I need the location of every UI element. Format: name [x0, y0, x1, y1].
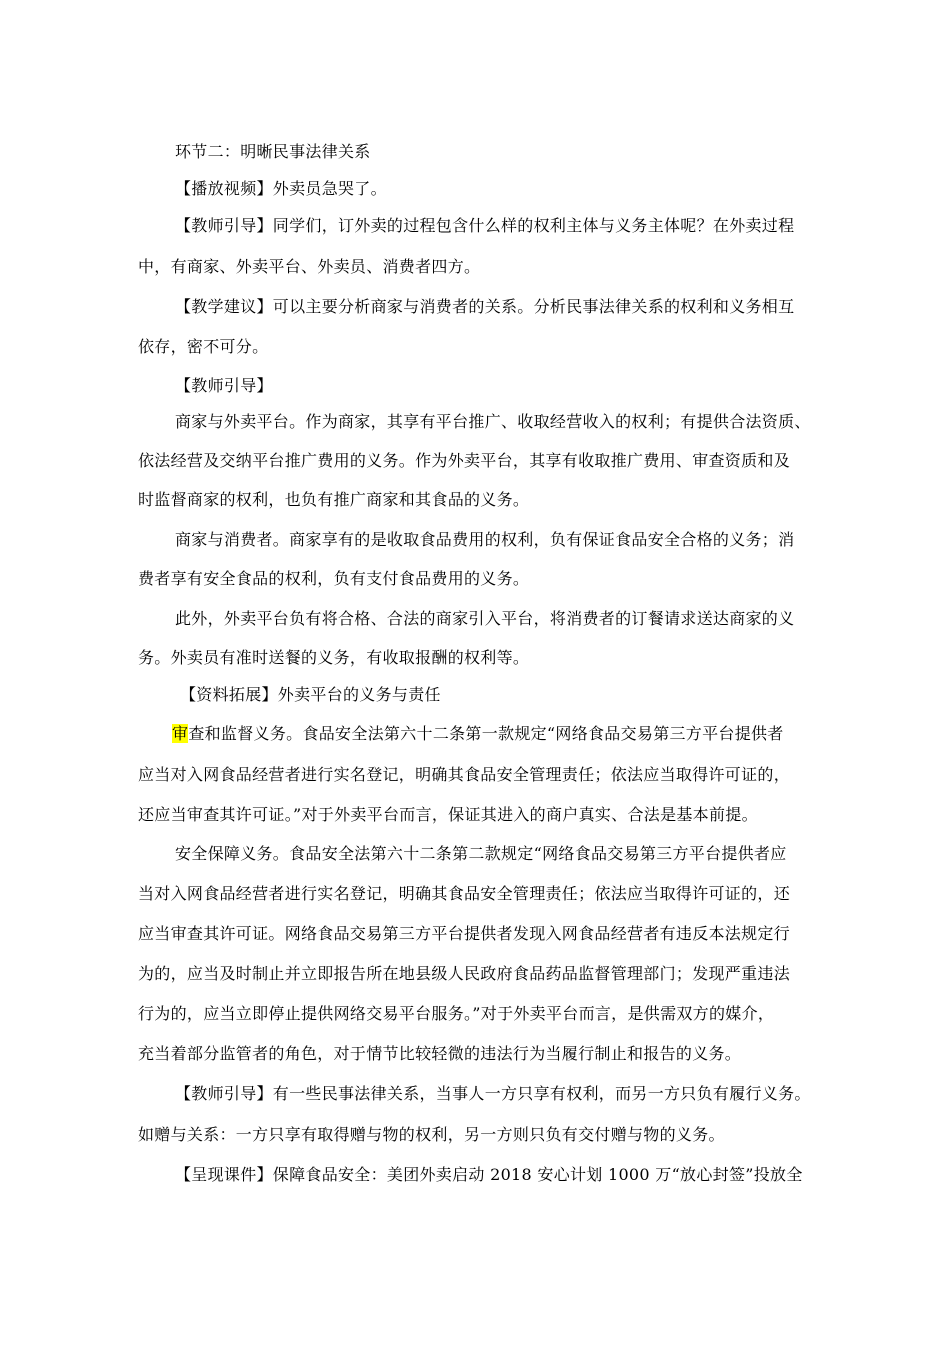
- paragraph-teacher-guide-2: [175, 367, 861, 404]
- paragraph-line: 【教师引导】同学们，订外卖的过程包含什么样的权利主体与义务主体呢？在外卖过程: [175, 216, 795, 235]
- paragraph-line: 商家与消费者。商家享有的是收取食品费用的权利，负有保证食品安全合格的义务；消: [175, 530, 795, 549]
- paragraph-line: 【教师引导】有一些民事法律关系，当事人一方只享有权利，而另一方只负有履行义务。: [175, 1084, 811, 1103]
- highlighted-char: 审: [172, 724, 189, 743]
- paragraph-review-supervision-l2: [138, 756, 824, 793]
- paragraph-merchant-consumer: [175, 521, 835, 558]
- section-heading: [175, 133, 861, 170]
- paragraph-line: 还应当审查其许可证。”对于外卖平台而言，保证其进入的商户真实、合法是基本前提。: [138, 805, 758, 824]
- paragraph-present-slides: [175, 1156, 835, 1193]
- paragraph-safety-obligation-l3: [138, 915, 824, 952]
- paragraph-safety-obligation-l4: [138, 955, 824, 992]
- paragraph-line: 【教师引导】: [175, 376, 273, 395]
- paragraph-safety-obligation-l2: [138, 875, 824, 912]
- paragraph-line: 【呈现课件】保障食品安全：美团外卖启动 2018 安心计划 1000 万“放心封签”投放全: [175, 1165, 803, 1184]
- paragraph-line: [172, 715, 832, 752]
- paragraph-safety-obligation-l6: [138, 1035, 824, 1072]
- paragraph-line: 安全保障义务。食品安全法第六十二条第二款规定“网络食品交易第三方平台提供者应: [175, 844, 787, 863]
- paragraph-merchant-platform: [175, 403, 835, 440]
- paragraph-line: 为的，应当及时制止并立即报告所在地县级人民政府食品药品监督管理部门；发现严重违法: [138, 964, 791, 983]
- paragraph-teacher-guide-3-l2: [138, 1116, 824, 1153]
- paragraph-line: 依法经营及交纳平台推广费用的义务。作为外卖平台，其享有收取推广费用、审查资质和及: [138, 451, 791, 470]
- paragraph-line: 务。外卖员有准时送餐的义务，有收取报酬的权利等。: [138, 648, 530, 667]
- paragraph-line: 充当着部分监管者的角色，对于情节比较轻微的违法行为当履行制止和报告的义务。: [138, 1044, 742, 1063]
- paragraph-line: 依存，密不可分。: [138, 337, 269, 356]
- paragraph-review-supervision-l3: [138, 796, 824, 833]
- paragraph-safety-obligation: [175, 835, 835, 872]
- paragraph-line: 行为的，应当立即停止提供网络交易平台服务。”对于外卖平台而言，是供需双方的媒介，: [138, 1004, 775, 1023]
- paragraph-line: 【资料拓展】外卖平台的义务与责任: [180, 685, 441, 704]
- paragraph-teacher-guide-1: [175, 207, 835, 244]
- paragraph-additional: [175, 600, 835, 637]
- paragraph-material-extension: [180, 676, 866, 713]
- paragraph-line-rest: 查和监督义务。食品安全法第六十二条第一款规定“网络食品交易第三方平台提供者: [188, 724, 784, 743]
- paragraph-teacher-guide-3: [175, 1075, 835, 1112]
- paragraph-play-video: [175, 170, 861, 207]
- paragraph-line: 应当对入网食品经营者进行实名登记，明确其食品安全管理责任；依法应当取得许可证的，: [138, 765, 791, 784]
- paragraph-merchant-platform-l2: [138, 442, 824, 479]
- paragraph-line: 商家与外卖平台。作为商家，其享有平台推广、收取经营收入的权利；有提供合法资质、: [175, 412, 811, 431]
- paragraph-line: 此外，外卖平台负有将合格、合法的商家引入平台，将消费者的订餐请求送达商家的义: [175, 609, 795, 628]
- paragraph-safety-obligation-l5: [138, 995, 824, 1032]
- paragraph-teaching-suggestion: [175, 288, 835, 325]
- paragraph-line: 当对入网食品经营者进行实名登记，明确其食品安全管理责任；依法应当取得许可证的，还: [138, 884, 791, 903]
- paragraph-line: 时监督商家的权利，也负有推广商家和其食品的义务。: [138, 490, 530, 509]
- paragraph-line: 费者享有安全食品的权利，负有支付食品费用的义务。: [138, 569, 530, 588]
- paragraph-line: 如赠与关系：一方只享有取得赠与物的权利，另一方则只负有交付赠与物的义务。: [138, 1125, 725, 1144]
- paragraph-line: 中，有商家、外卖平台、外卖员、消费者四方。: [138, 257, 481, 276]
- paragraph-review-supervision: [172, 715, 832, 752]
- paragraph-line: 应当审查其许可证。网络食品交易第三方平台提供者发现入网食品经营者有违反本法规定行: [138, 924, 791, 943]
- paragraph-line: 【播放视频】外卖员急哭了。: [175, 179, 387, 198]
- section-heading-text: 环节二：明晰民事法律关系: [175, 142, 371, 161]
- paragraph-additional-l2: [138, 639, 824, 676]
- paragraph-merchant-platform-l3: [138, 481, 824, 518]
- paragraph-merchant-consumer-l2: [138, 560, 824, 597]
- paragraph-teaching-suggestion-cont: [138, 328, 824, 365]
- paragraph-line: 【教学建议】可以主要分析商家与消费者的关系。分析民事法律关系的权利和义务相互: [175, 297, 795, 316]
- paragraph-teacher-guide-1-cont: [138, 248, 824, 285]
